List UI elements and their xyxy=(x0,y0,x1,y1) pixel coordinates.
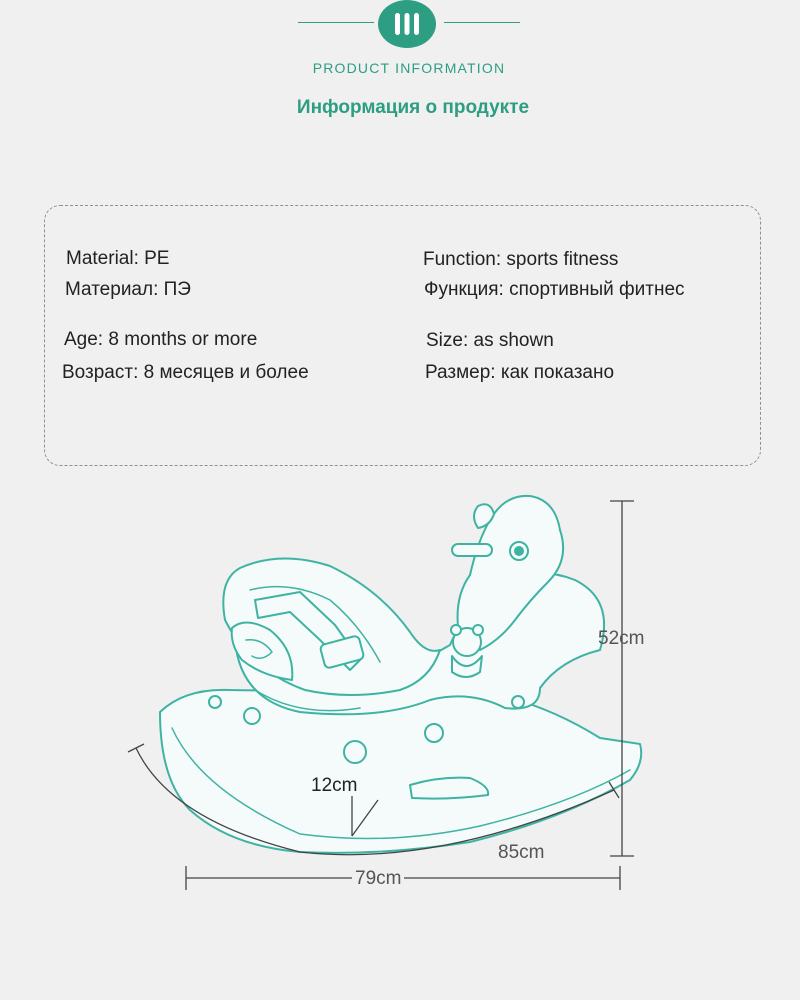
flower-decor-1 xyxy=(244,708,260,724)
function-en: Function: sports fitness xyxy=(423,249,619,270)
height-label: 52cm xyxy=(598,628,645,649)
bear-ear-left xyxy=(451,625,461,635)
material-ru: Материал: ПЭ xyxy=(65,279,191,300)
age-ru: Возраст: 8 месяцев и более xyxy=(62,362,309,383)
size-ru: Размер: как показано xyxy=(425,362,615,383)
size-en: Size: as shown xyxy=(426,330,554,351)
rocker-length-label: 85cm xyxy=(498,842,545,863)
rocker-base xyxy=(160,686,641,853)
bear-ear-right xyxy=(473,625,483,635)
flower-decor-2 xyxy=(425,724,443,742)
horse-pupil xyxy=(515,547,523,555)
width-label: 79cm xyxy=(352,868,404,890)
bars-icon xyxy=(378,0,436,48)
section-title-en: PRODUCT INFORMATION xyxy=(312,60,506,76)
header-divider-left xyxy=(298,22,374,23)
football-decor xyxy=(344,741,366,763)
header-divider-right xyxy=(444,22,520,23)
rivet-decor-2 xyxy=(512,696,524,708)
depth-label: 12cm xyxy=(311,775,358,796)
age-en: Age: 8 months or more xyxy=(64,329,258,350)
material-en: Material: PE xyxy=(66,248,170,269)
function-ru: Функция: спортивный фитнес xyxy=(424,279,685,300)
header-badge xyxy=(378,0,436,48)
handle-grip xyxy=(452,544,492,556)
rivet-decor xyxy=(209,696,221,708)
rocker-dim-cap-left xyxy=(128,744,144,752)
rocking-horse-image xyxy=(0,480,800,900)
section-title-ru: Информация о продукте xyxy=(296,97,530,118)
